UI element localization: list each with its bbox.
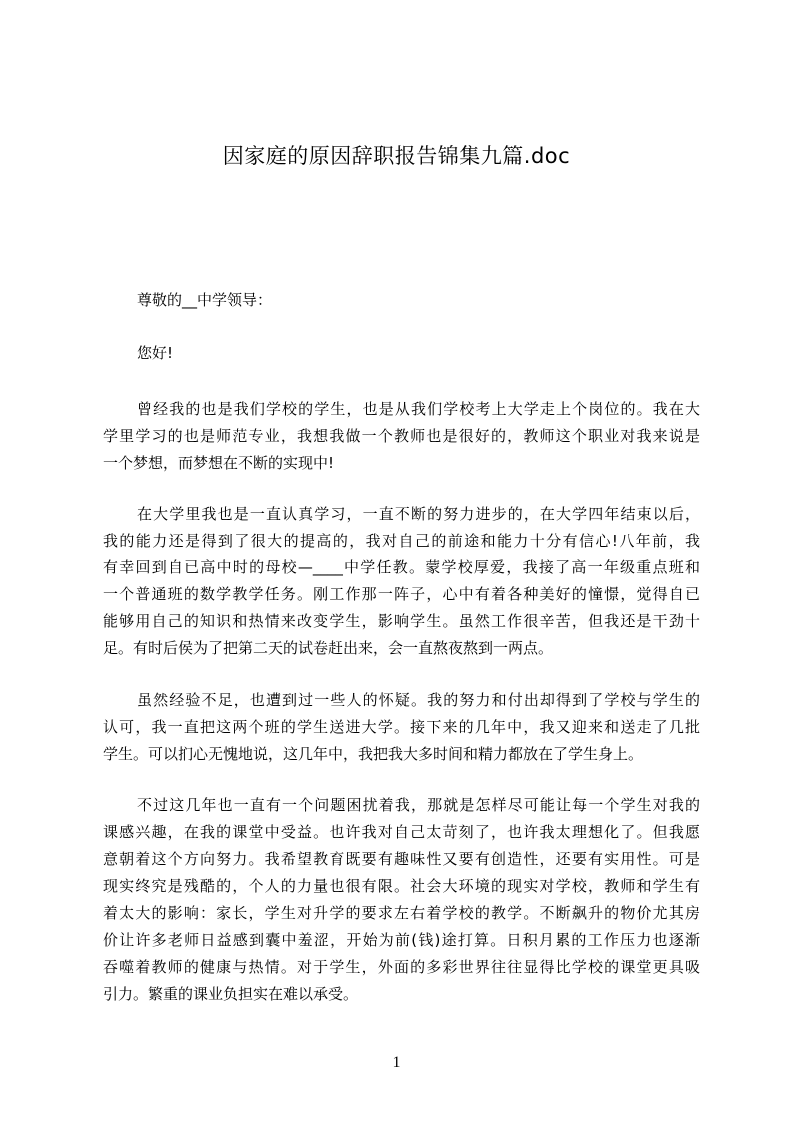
paragraph-line: 认可，我一直把这两个班的学生送进大学。接下来的几年中，我又迎来和送走了几批	[103, 718, 700, 736]
paragraph-line: 吞噬着教师的健康与热情。对于学生，外面的多彩世界往往显得比学校的课堂更具吸	[103, 958, 700, 976]
paragraph-line: 学里学习的也是师范专业，我想我做一个教师也是很好的，教师这个职业对我来说是	[103, 427, 700, 445]
paragraph-line: 意朝着这个方向努力。我希望教育既要有趣味性又要有创造性，还要有实用性。可是	[103, 850, 700, 868]
paragraph-line: 学生。可以扪心无愧地说，这几年中，我把我大多时间和精力都放在了学生身上。	[103, 745, 644, 763]
paragraph-line: 一个梦想，而梦想在不断的实现中!	[103, 454, 335, 472]
page-number: 1	[392, 1054, 401, 1071]
paragraph-line: 一个普通班的数学教学任务。刚工作那一阵子，心中有着各种美好的憧憬，觉得自已	[103, 585, 700, 603]
paragraph-line: 不过这几年也一直有一个问题困扰着我，那就是怎样尽可能让每一个学生对我的	[137, 796, 700, 814]
paragraph-line: 有幸回到自已高中时的母校—____中学任教。蒙学校厚爱，我接了高一年级重点班和	[103, 558, 700, 576]
document-title: 因家庭的原因辞职报告锦集九篇.doc	[222, 144, 571, 168]
paragraph-line: 足。有时后侯为了把第二天的试卷赶出来，会一直熬夜熬到一两点。	[103, 639, 554, 657]
paragraph-line: 虽然经验不足，也遭到过一些人的怀疑。我的努力和付出却得到了学校与学生的	[137, 691, 700, 709]
paragraph-line: 能够用自己的知识和热情来改变学生，影响学生。虽然工作很辛苦，但我还是干劲十	[103, 612, 700, 630]
paragraph-line: 着太大的影响：家长，学生对升学的要求左右着学校的教学。不断飙升的物价尤其房	[103, 904, 700, 922]
paragraph-line: 课感兴趣，在我的课堂中受益。也许我对自己太苛刻了，也许我太理想化了。但我愿	[103, 823, 700, 841]
paragraph-line: 引力。繁重的课业负担实在难以承受。	[103, 985, 359, 1003]
paragraph-line: 价让许多老师日益感到囊中羞涩，开始为前(钱)途打算。日积月累的工作压力也逐渐	[103, 931, 700, 949]
greeting: 您好!	[137, 344, 174, 362]
paragraph-line: 现实终究是残酷的，个人的力量也很有限。社会大环境的现实对学校，教师和学生有	[103, 877, 700, 895]
salutation: 尊敬的__中学领导：	[137, 291, 273, 309]
paragraph-line: 在大学里我也是一直认真学习，一直不断的努力进步的，在大学四年结束以后，	[137, 505, 700, 523]
paragraph-line: 我的能力还是得到了很大的提高的，我对自己的前途和能力十分有信心!八年前，我	[103, 532, 700, 550]
paragraph-line: 曾经我的也是我们学校的学生，也是从我们学校考上大学走上个岗位的。我在大	[137, 400, 700, 418]
